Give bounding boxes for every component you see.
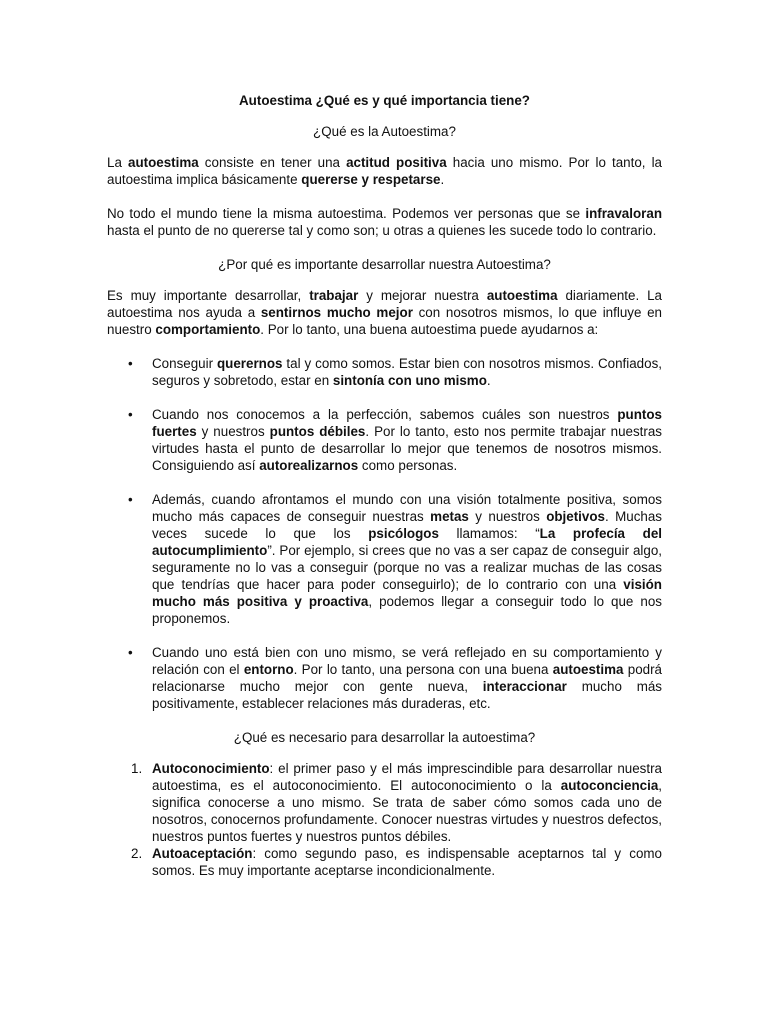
list-item-text: Autoconocimiento: el primer paso y el más imprescindible para desarrollar nuestra autoestima, es el autoconocimiento. El autoconocimiento o la autoconciencia, significa conocerse a uno mismo. Se trata de saber cómo somos cada uno de nosotros, conocernos profundamente. Conocer nuestras virtudes y nuestros defectos, nuestros puntos fuertes y nuestros puntos débiles. xyxy=(152,761,662,844)
bullet-icon: • xyxy=(128,492,133,507)
list-item xyxy=(107,355,662,389)
list-item-text: Cuando nos conocemos a la perfección, sabemos cuáles son nuestros puntos fuertes y nuestros puntos débiles. Por lo tanto, esto nos permite trabajar nuestras virtudes hasta el punto de desarrollar lo mejor que tenemos de nosotros mismos. Consiguiendo así autorealizarnos como personas. xyxy=(152,407,662,473)
bold-text: objetivos xyxy=(546,509,605,524)
list-number: 2. xyxy=(131,846,143,861)
paragraph: La autoestima consiste en tener una actitud positiva hacia uno mismo. Por lo tanto, la autoestima implica básicamente quererse y respetarse. xyxy=(107,155,663,187)
bold-text: trabajar xyxy=(309,288,359,303)
bold-text: autoconciencia xyxy=(560,778,659,793)
list-item-text: Cuando uno está bien con uno mismo, se verá reflejado en su comportamiento y relación con el entorno. Por lo tanto, una persona con una buena autoestima podrá relacionarse mucho mejor con gente nueva, interaccionar mucho más positivamente, establecer relaciones más duraderas, etc. xyxy=(152,645,663,711)
numbered-list xyxy=(107,760,662,879)
bold-text: metas xyxy=(430,509,469,524)
bullet-icon: • xyxy=(128,645,133,660)
section-heading-what-is: ¿Qué es la Autoestima? xyxy=(313,124,456,139)
bold-text: Autoaceptación xyxy=(152,846,253,861)
bold-text: puntos débiles xyxy=(269,424,366,439)
list-item-text: Además, cuando afrontamos el mundo con una visión totalmente positiva, somos mucho más capaces de conseguir nuestras metas y nuestros objetivos. Muchas veces sucede lo que los psicólogos llamamos: “La profecía del autocumplimiento”. Por ejemplo, si crees que no vas a ser capaz de conseguir algo, seguramente no lo vas a conseguir (porque no vas a realizar muchas de las cosas que tendrías que hacer para poder conseguirlo); de lo contrario con una visión mucho más positiva y proactiva, podemos llegar a conseguir todo lo que nos proponemos. xyxy=(152,492,662,626)
list-item xyxy=(107,406,662,474)
bold-text: actitud positiva xyxy=(346,155,447,170)
list-item-text: Autoaceptación: como segundo paso, es indispensable aceptarnos tal y como somos. Es muy importante aceptarse incondicionalmente. xyxy=(152,846,662,878)
bold-text: puntos fuertes xyxy=(152,407,662,439)
bullet-icon: • xyxy=(128,407,133,422)
bold-text: psicólogos xyxy=(368,526,439,541)
bullet-list xyxy=(107,355,662,712)
bold-text: visión mucho más positiva y proactiva xyxy=(152,577,662,609)
section-heading-why-important: ¿Por qué es importante desarrollar nuestra Autoestima? xyxy=(218,257,551,272)
bold-text: quererse y respetarse xyxy=(301,172,441,187)
list-item-text: Conseguir querernos tal y como somos. Estar bien con nosotros mismos. Confiados, seguros y sobretodo, estar en sintonía con uno mismo. xyxy=(152,356,662,388)
document-title: Autoestima ¿Qué es y qué importancia tiene? xyxy=(239,93,530,108)
bold-text: comportamiento xyxy=(155,322,261,337)
bold-text: entorno xyxy=(243,662,294,677)
paragraph: Es muy importante desarrollar, trabajar y mejorar nuestra autoestima diariamente. La autoestima nos ayuda a sentirnos mucho mejor con nosotros mismos, lo que influye en nuestro comportamiento. Por lo tanto, una buena autoestima puede ayudarnos a: xyxy=(107,288,663,337)
list-item xyxy=(107,845,662,879)
bold-text: sentirnos mucho mejor xyxy=(260,305,413,320)
bold-text: Autoconocimiento xyxy=(152,761,270,776)
list-item xyxy=(107,760,662,845)
bold-text: infravaloran xyxy=(585,206,662,221)
paragraph: No todo el mundo tiene la misma autoestima. Podemos ver personas que se infravaloran hasta el punto de no quererse tal y como son; u otras a quienes les sucede todo lo contrario. xyxy=(107,206,662,238)
bold-text: interaccionar xyxy=(482,679,567,694)
bold-text: sintonía con uno mismo xyxy=(332,373,487,388)
bold-text: autoestima xyxy=(486,288,558,303)
bold-text: querernos xyxy=(216,356,283,371)
bold-text: La profecía del autocumplimiento xyxy=(152,526,662,558)
section-heading-what-is-needed: ¿Qué es necesario para desarrollar la autoestima? xyxy=(233,730,536,745)
bold-text: autoestima xyxy=(552,662,624,677)
list-number: 1. xyxy=(131,761,143,776)
bold-text: autoestima xyxy=(128,155,199,170)
list-item xyxy=(107,644,662,712)
bullet-icon: • xyxy=(128,356,133,371)
list-item xyxy=(107,491,662,627)
bold-text: autorealizarnos xyxy=(259,458,359,473)
